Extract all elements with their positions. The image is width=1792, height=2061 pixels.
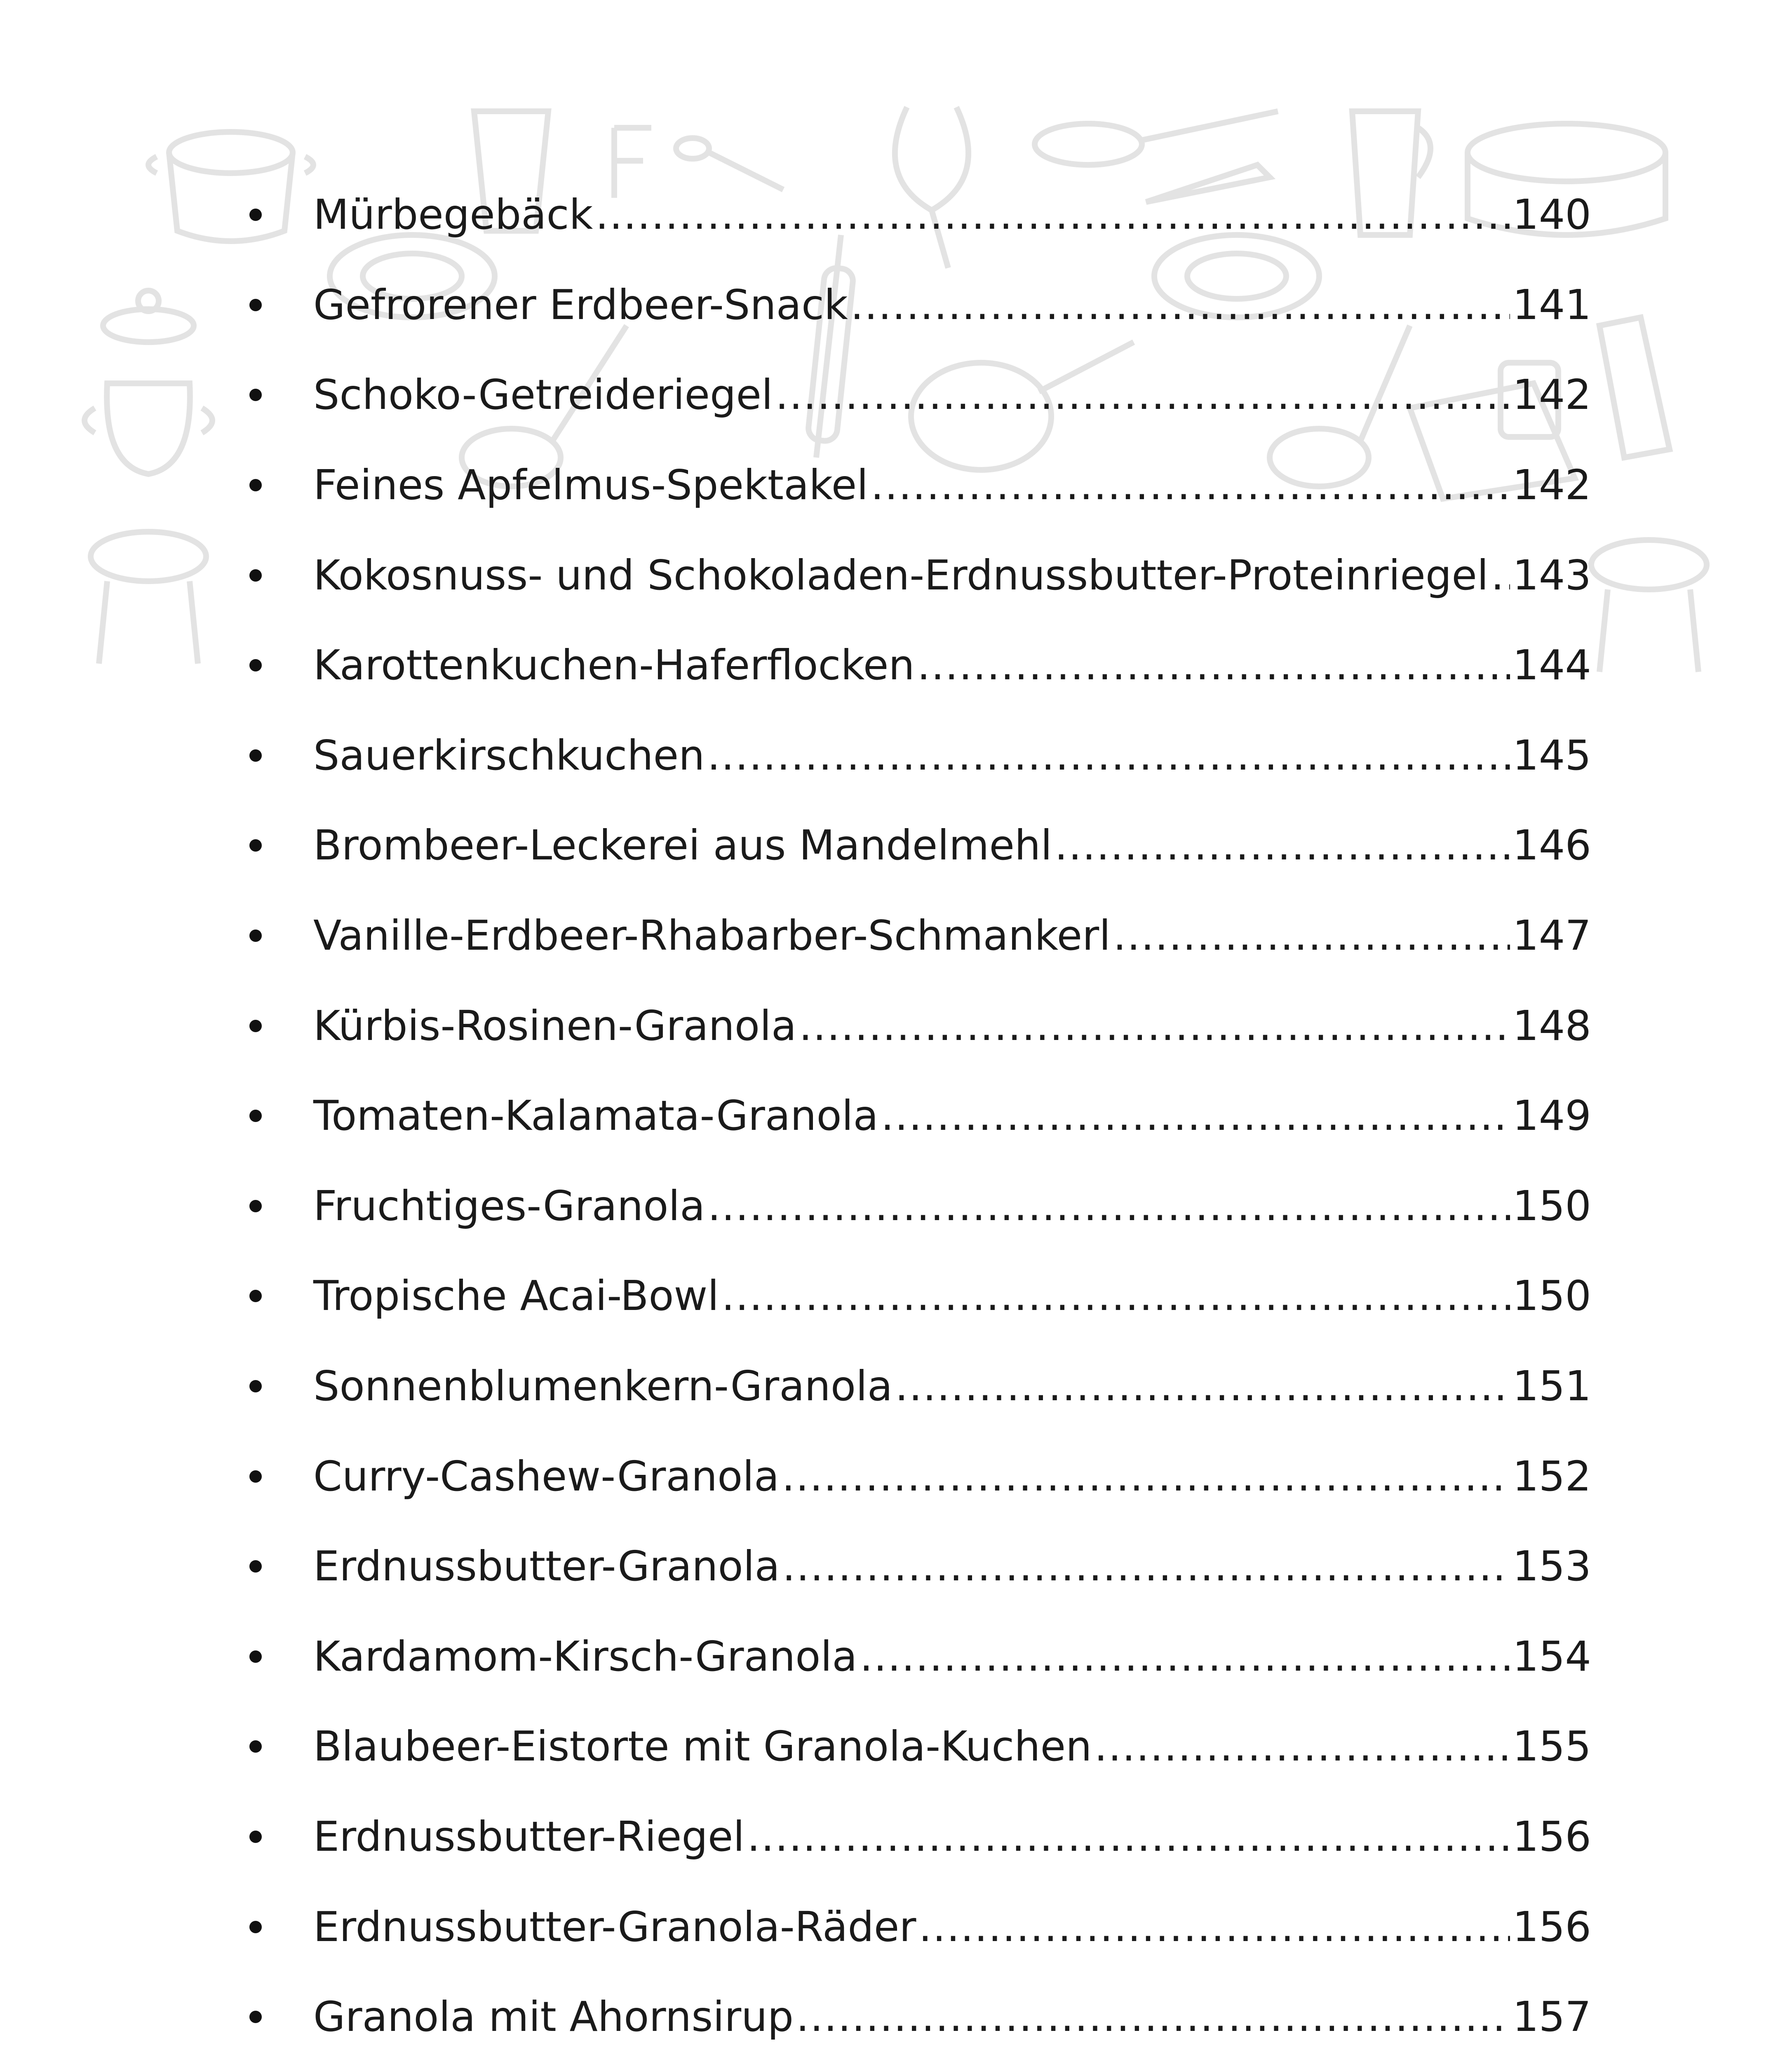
toc-entry-line (313, 190, 1591, 239)
toc-entry-line (313, 731, 1591, 780)
toc-entry-page-number: 149 (1513, 1092, 1591, 1140)
toc-entry[interactable] (231, 350, 1591, 440)
toc-entry-page-number: 150 (1513, 1272, 1591, 1320)
dot-leader (1094, 1722, 1510, 1771)
toc-entry-title: Gefrorener Erdbeer-Snack (313, 280, 848, 329)
toc-entry-title: Curry-Cashew-Granola (313, 1452, 780, 1500)
toc-entry-title: Mürbegebäck (313, 190, 593, 239)
bullet-icon (249, 209, 262, 221)
toc-entry-line (313, 370, 1591, 420)
toc-entry[interactable] (231, 891, 1591, 981)
toc-entry-title: Karottenkuchen-Haferflocken (313, 641, 915, 690)
toc-entry-title: Granola mit Ahornsirup (313, 1993, 794, 2041)
toc-entry-line (313, 911, 1591, 960)
toc-entry-line (313, 1902, 1591, 1952)
dot-leader (782, 1542, 1510, 1591)
bullet-icon (249, 1380, 262, 1392)
toc-entry[interactable] (231, 981, 1591, 1071)
toc-entry-page-number: 156 (1513, 1902, 1591, 1951)
bullet-icon (249, 1560, 262, 1573)
toc-entry-page-number: 156 (1513, 1812, 1591, 1861)
bullet-icon (249, 389, 262, 401)
toc-entry-line (313, 280, 1591, 330)
dot-leader (917, 641, 1510, 690)
bullet-icon (249, 749, 262, 762)
toc-entry[interactable] (231, 1341, 1591, 1432)
toc-entry-page-number: 143 (1513, 551, 1591, 599)
toc-entry[interactable] (231, 1792, 1591, 1882)
dot-leader (895, 1361, 1510, 1411)
toc-entry-line (313, 1361, 1591, 1411)
dot-leader (595, 190, 1510, 239)
toc-entry-line (313, 1001, 1591, 1051)
toc-entry-line (313, 1091, 1591, 1141)
dot-leader (721, 1271, 1510, 1321)
toc-entry[interactable] (231, 1431, 1591, 1521)
toc-entry-line (313, 1452, 1591, 1501)
toc-entry-line (313, 1632, 1591, 1681)
toc-entry-title: Vanille-Erdbeer-Rhabarber-Schmankerl (313, 911, 1111, 960)
bullet-icon (249, 1290, 262, 1302)
toc-entry-page-number: 140 (1513, 190, 1591, 239)
toc-entry-title: Tropische Acai-Bowl (313, 1272, 719, 1320)
toc-entry[interactable] (231, 800, 1591, 891)
toc-entry-line (313, 821, 1591, 870)
dot-leader (796, 1992, 1510, 2042)
bullet-icon (249, 1200, 262, 1212)
toc-entry-title: Blaubeer-Eistorte mit Granola-Kuchen (313, 1722, 1092, 1771)
toc-entry-title: Kürbis-Rosinen-Granola (313, 1001, 797, 1050)
toc-entry-title: Feines Apfelmus-Spektakel (313, 461, 869, 509)
bullet-icon (249, 839, 262, 852)
toc-entry-line (313, 1722, 1591, 1771)
bullet-icon (249, 1020, 262, 1032)
toc-entry-page-number: 142 (1513, 371, 1591, 419)
dot-leader (850, 280, 1510, 330)
toc-entry-page-number: 155 (1513, 1722, 1591, 1771)
toc-entry-page-number: 142 (1513, 461, 1591, 509)
toc-entry[interactable] (231, 1161, 1591, 1251)
toc-entry-line (313, 641, 1591, 690)
toc-entry[interactable] (231, 530, 1591, 620)
dot-leader (782, 1452, 1510, 1501)
toc-entry-line (313, 1812, 1591, 1861)
bullet-icon (249, 659, 262, 671)
toc-entry-page-number: 147 (1513, 911, 1591, 960)
toc-entry-page-number: 157 (1513, 1993, 1591, 2041)
toc-entry[interactable] (231, 1071, 1591, 1161)
toc-entry-line (313, 1181, 1591, 1231)
table-of-contents (231, 170, 1591, 2061)
toc-entry-page-number: 153 (1513, 1542, 1591, 1591)
bullet-icon (249, 569, 262, 582)
toc-entry[interactable] (231, 1972, 1591, 2061)
bullet-icon (249, 1110, 262, 1122)
toc-entry[interactable] (231, 170, 1591, 260)
dot-leader (1113, 911, 1510, 960)
bullet-icon (249, 299, 262, 311)
toc-entry-title: Tomaten-Kalamata-Granola (313, 1092, 878, 1140)
bullet-icon (249, 930, 262, 942)
dot-leader (707, 731, 1510, 780)
toc-entry-page-number: 145 (1513, 731, 1591, 779)
toc-entry-title: Schoko-Getreideriegel (313, 371, 773, 419)
dot-leader (775, 370, 1510, 420)
dot-leader (919, 1902, 1510, 1952)
toc-entry[interactable] (231, 260, 1591, 350)
bullet-icon (249, 1650, 262, 1663)
toc-entry-page-number: 151 (1513, 1362, 1591, 1411)
dot-leader (860, 1632, 1510, 1681)
dot-leader (1055, 821, 1510, 870)
toc-entry-title: Erdnussbutter-Granola-Räder (313, 1902, 916, 1951)
toc-entry-title: Erdnussbutter-Granola (313, 1542, 780, 1591)
dot-leader (707, 1181, 1510, 1231)
dot-leader (881, 1091, 1510, 1141)
toc-entry-page-number: 152 (1513, 1452, 1591, 1500)
toc-entry[interactable] (231, 1882, 1591, 1972)
toc-entry[interactable] (231, 711, 1591, 801)
dot-leader (747, 1812, 1510, 1861)
toc-entry-page-number: 144 (1513, 641, 1591, 690)
toc-entry[interactable] (231, 620, 1591, 711)
toc-entry-line (313, 551, 1591, 600)
toc-entry-line (313, 1542, 1591, 1591)
toc-entry[interactable] (231, 1251, 1591, 1341)
toc-entry-line (313, 1271, 1591, 1321)
toc-entry[interactable] (231, 440, 1591, 531)
toc-entry-title: Erdnussbutter-Riegel (313, 1812, 745, 1861)
bullet-icon (249, 2011, 262, 2023)
dot-leader (871, 460, 1510, 510)
toc-entry-line (313, 1992, 1591, 2042)
toc-entry-title: Kardamom-Kirsch-Granola (313, 1632, 857, 1681)
toc-entry[interactable] (231, 1612, 1591, 1702)
toc-entry-line (313, 460, 1591, 510)
toc-entry[interactable] (231, 1702, 1591, 1792)
toc-entry-page-number: 154 (1513, 1632, 1591, 1681)
toc-entry-page-number: 150 (1513, 1181, 1591, 1230)
toc-entry-title: Kokosnuss- und Schokoladen-Erdnussbutter-Proteinriegel (313, 551, 1489, 599)
dot-leader (799, 1001, 1510, 1051)
toc-entry-title: Brombeer-Leckerei aus Mandelmehl (313, 821, 1052, 870)
toc-entry[interactable] (231, 1521, 1591, 1612)
bullet-icon (249, 1740, 262, 1753)
toc-entry-page-number: 148 (1513, 1001, 1591, 1050)
bullet-icon (249, 1470, 262, 1483)
bullet-icon (249, 1921, 262, 1933)
toc-entry-title: Sauerkirschkuchen (313, 731, 705, 779)
bullet-icon (249, 479, 262, 491)
toc-entry-page-number: 141 (1513, 280, 1591, 329)
dot-leader (1491, 551, 1510, 600)
toc-entry-title: Fruchtiges-Granola (313, 1181, 705, 1230)
toc-entry-title: Sonnenblumenkern-Granola (313, 1362, 893, 1411)
toc-entry-page-number: 146 (1513, 821, 1591, 870)
bullet-icon (249, 1831, 262, 1843)
